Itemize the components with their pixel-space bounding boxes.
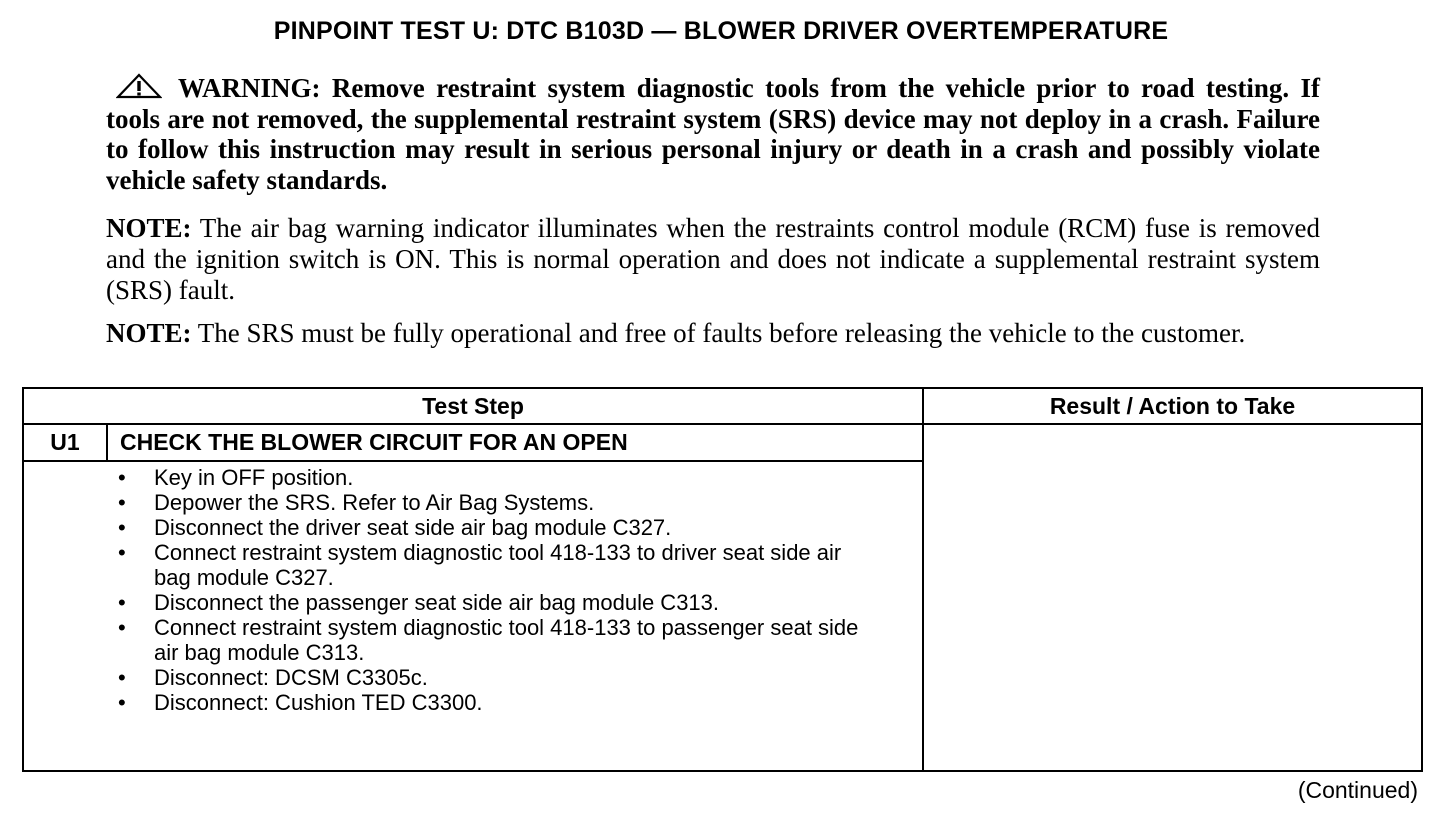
header-result-action: Result / Action to Take <box>1049 393 1296 419</box>
action-text: Disconnect the passenger seat side air bag module C313. <box>154 590 720 615</box>
column-divider <box>922 389 924 770</box>
page-title: PINPOINT TEST U: DTC B103D — BLOWER DRIVER OVERTEMPERATURE <box>273 17 1169 45</box>
bullet: • <box>118 490 126 515</box>
bullet: • <box>118 540 126 565</box>
note-rcm-fuse <box>106 213 1320 306</box>
bullet: • <box>118 590 126 615</box>
step-title: CHECK THE BLOWER CIRCUIT FOR AN OPEN <box>120 429 628 455</box>
step-title-divider <box>24 460 922 462</box>
list-item <box>116 615 876 665</box>
action-text: Disconnect: DCSM C3305c. <box>154 665 428 690</box>
list-item <box>116 665 876 690</box>
list-item <box>116 465 876 490</box>
bullet: • <box>118 515 126 540</box>
action-text: Key in OFF position. <box>154 465 354 490</box>
list-item <box>116 690 876 715</box>
bullet: • <box>118 615 126 640</box>
list-item <box>116 540 876 590</box>
warning-text: WARNING: Remove restraint system diagnostic tools from the vehicle prior to road testing. If tools are not removed, the supplemental restraint system (SRS) device may not deploy in a crash. Failure to follow this instruction may result in serious personal injury or death in a crash and possibly violate vehicle safety standards. <box>106 73 1320 195</box>
warning-triangle-icon <box>116 73 162 99</box>
note-srs-operational <box>106 318 1320 349</box>
bullet: • <box>118 665 126 690</box>
note-label: NOTE: <box>106 318 192 348</box>
action-text: Disconnect the driver seat side air bag module C327. <box>154 515 672 540</box>
list-item <box>116 515 876 540</box>
header-test-step: Test Step <box>422 393 524 419</box>
pinpoint-test-table <box>22 387 1423 772</box>
step-action-list <box>116 465 876 715</box>
action-text: Connect restraint system diagnostic tool 418-133 to passenger seat side air bag module C313. <box>154 615 859 665</box>
action-text: Disconnect: Cushion TED C3300. <box>154 690 483 715</box>
warning-paragraph <box>106 73 1320 195</box>
bullet: • <box>118 465 126 490</box>
note-text: The SRS must be fully operational and free of faults before releasing the vehicle to the customer. <box>191 318 1246 348</box>
action-text: Connect restraint system diagnostic tool 418-133 to driver seat side air bag module C327. <box>154 540 842 590</box>
continued-label: (Continued) <box>1297 777 1418 803</box>
note-text: The air bag warning indicator illuminates when the restraints control module (RCM) fuse is removed and the ignition switch is ON. This is normal operation and does not indicate a supplemental restraint system (SRS) fault. <box>106 213 1320 305</box>
note-label: NOTE: <box>106 213 192 243</box>
list-item <box>116 590 876 615</box>
list-item <box>116 490 876 515</box>
step-id-divider <box>106 425 108 460</box>
step-id: U1 <box>50 429 80 455</box>
bullet: • <box>118 690 126 715</box>
action-text: Depower the SRS. Refer to Air Bag Systems. <box>154 490 595 515</box>
